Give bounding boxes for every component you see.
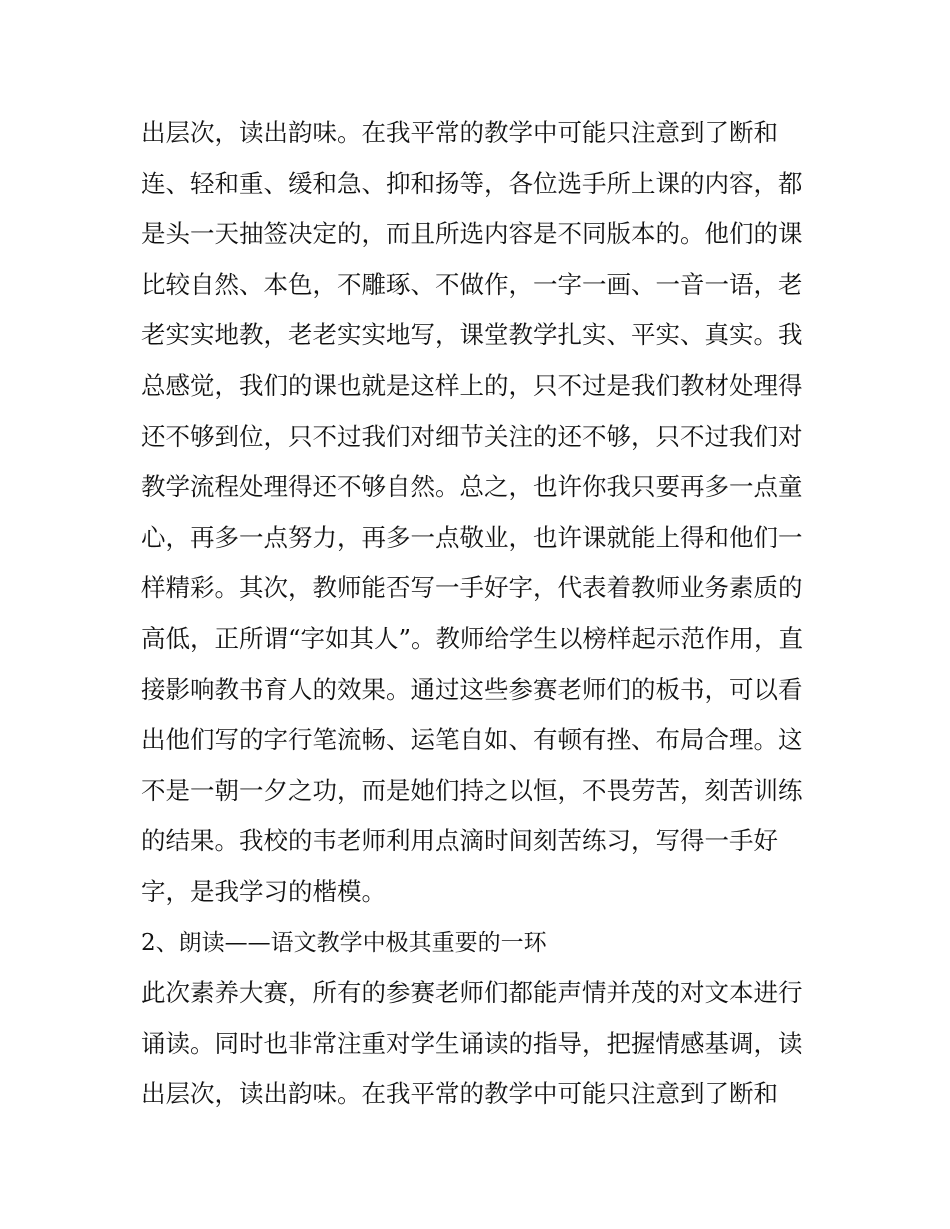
text-line: 教学流程处理得还不够自然。总之，也许你我只要再多一点童 <box>141 472 803 502</box>
text-line: 高低，正所谓“字如其人”。教师给学生以榜样起示范作用，直 <box>141 623 804 653</box>
section-heading: 2、朗读——语文教学中极其重要的一环 <box>141 929 547 956</box>
text-line: 的结果。我校的韦老师利用点滴时间刻苦练习，写得一手好 <box>141 826 778 856</box>
text-line: 诵读。同时也非常注重对学生诵读的指导，把握情感基调，读 <box>141 1028 803 1058</box>
text-line: 总感觉，我们的课也就是这样上的，只不过是我们教材处理得 <box>141 370 803 400</box>
text-line: 出他们写的字行笔流畅、运笔自如、有顿有挫、布局合理。这 <box>141 725 803 755</box>
text-line: 心，再多一点努力，再多一点敬业，也许课就能上得和他们一 <box>141 522 803 552</box>
text-line: 接影响教书育人的效果。通过这些参赛老师们的板书，可以看 <box>141 674 803 704</box>
text-line: 此次素养大赛，所有的参赛老师们都能声情并茂的对文本进行 <box>141 978 803 1008</box>
text-line: 出层次，读出韵味。在我平常的教学中可能只注意到了断和 <box>141 1079 778 1109</box>
text-line: 连、轻和重、缓和急、抑和扬等，各位选手所上课的内容，都 <box>141 168 803 198</box>
text-line: 样精彩。其次，教师能否写一手好字，代表着教师业务素质的 <box>141 573 803 603</box>
text-line: 比较自然、本色，不雕琢、不做作，一字一画、一音一语，老 <box>141 269 803 299</box>
text-line: 字，是我学习的楷模。 <box>141 876 386 906</box>
body-text <box>141 108 821 1120</box>
text-line: 出层次，读出韵味。在我平常的教学中可能只注意到了断和 <box>141 118 778 147</box>
text-line: 还不够到位，只不过我们对细节关注的还不够，只不过我们对 <box>141 421 803 451</box>
text-line: 是头一天抽签决定的，而且所选内容是不同版本的。他们的课 <box>141 219 803 249</box>
text-line: 老实实地教，老老实实地写，课堂教学扎实、平实、真实。我 <box>141 320 803 350</box>
text-line: 不是一朝一夕之功，而是她们持之以恒，不畏劳苦，刻苦训练 <box>141 775 803 805</box>
